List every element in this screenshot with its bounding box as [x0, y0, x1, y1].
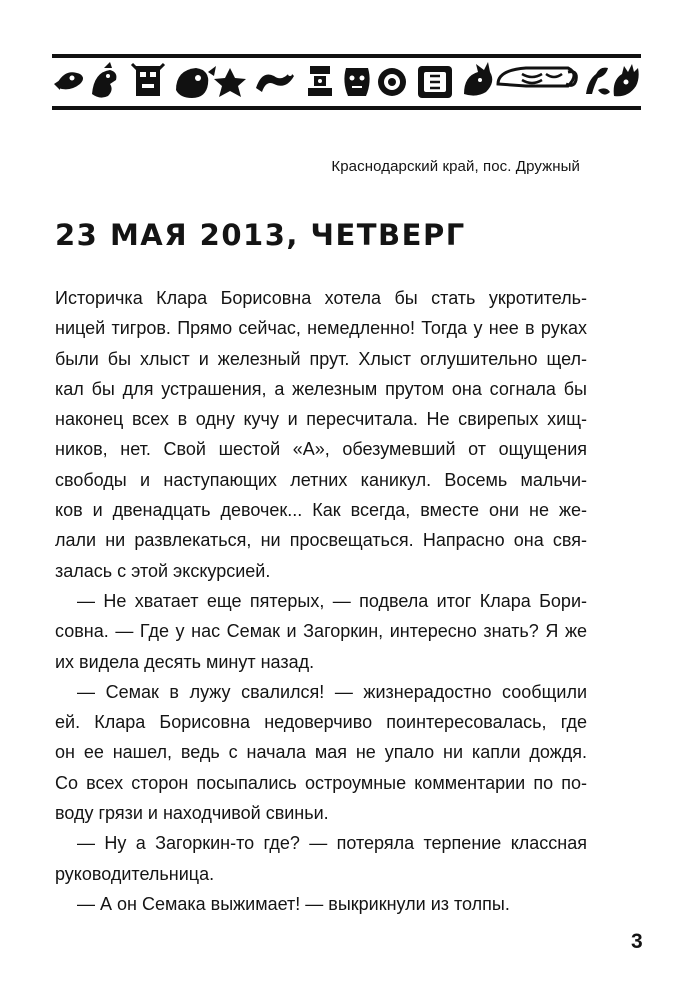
body-line: — Семак в лужу свалился! — жизнерадостно сообщили [77, 681, 587, 702]
ornament-bird-icon [92, 62, 116, 98]
ornament-star-icon [214, 68, 246, 97]
location-caption: Краснодарский край, пос. Дружный [331, 158, 580, 175]
ornament-serpent-icon [256, 72, 294, 92]
body-line: ей. Клара Борисовна недоверчиво поинтересовалась, где [55, 712, 587, 733]
body-line: — Не хватает еще пятерых, — подвела итог Клара Бори- [77, 590, 587, 611]
page-number: 3 [631, 930, 643, 953]
body-line: воду грязи и находчивой свиньи. [55, 803, 329, 824]
decorative-ornament-band [52, 54, 641, 110]
body-line: он ее нашел, ведь с начала мая не упало ни капли дождя. [55, 742, 587, 763]
ornament-calendar-icon [418, 66, 452, 98]
body-line: залась с этой экскурсией. [55, 560, 271, 581]
ornament-mask-icon [132, 64, 164, 96]
body-line: совна. — Где у нас Семак и Загоркин, интересно знать? Я же [55, 621, 587, 642]
body-line: Со всех сторон посыпались остроумные комментарии по по- [55, 772, 587, 793]
ornament-vessel-icon [498, 68, 576, 86]
ornament-fish-icon [54, 72, 83, 90]
body-line: — А он Семака выжимает! — выкрикнули из толпы. [77, 893, 510, 914]
body-text [55, 283, 587, 919]
ornament-crown-head-icon [614, 64, 639, 96]
ornament-plant-icon [586, 68, 610, 95]
body-line: ницей тигров. Прямо сейчас, немедленно! Тогда у нее в руках [55, 318, 587, 339]
ornament-totem-icon [308, 66, 332, 96]
chapter-title: 23 МАЯ 2013, ЧЕТВЕРГ [55, 218, 466, 252]
ornament-animal-icon [176, 66, 216, 98]
body-line: руководительница. [55, 863, 215, 884]
body-line: были бы хлыст и железный прут. Хлыст оглушительно щел- [55, 348, 587, 369]
body-line: кал бы для устрашения, а железным прутом она согнала бы [55, 378, 587, 399]
ornament-sun-icon [378, 68, 406, 96]
ornament-face-icon [344, 68, 369, 96]
body-line: лали ни развлекаться, ни просвещаться. Напрасно она свя- [55, 530, 587, 551]
body-line: свободы и наступающих летних каникул. Восемь мальчи- [55, 469, 587, 490]
body-line: ников, нет. Свой шестой «А», обезумевший от ощущения [55, 439, 587, 460]
body-line: ков и двенадцать девочек... Как всегда, вместе они не же- [55, 500, 587, 521]
body-line: их видела десять минут назад. [55, 651, 315, 672]
ornament-fan-bird-icon [464, 62, 492, 96]
body-line: Историчка Клара Борисовна хотела бы стать укротитель- [55, 288, 587, 308]
body-line: — Ну а Загоркин-то где? — потеряла терпение классная [77, 833, 587, 854]
body-line: наконец всех в одну кучу и пересчитала. Не свирепых хищ- [55, 409, 587, 430]
